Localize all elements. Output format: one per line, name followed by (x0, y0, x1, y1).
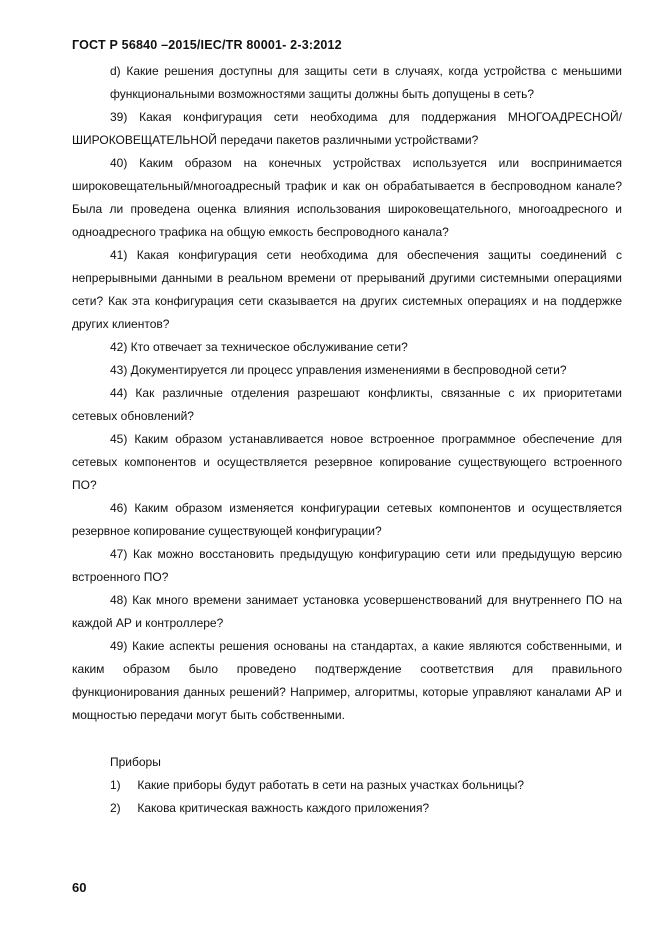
paragraph-42: 42) Кто отвечает за техническое обслуживание сети? (110, 340, 408, 354)
list-item-number: 2) (110, 801, 121, 815)
paragraph-46: 46) Каким образом изменяется конфигурации сетевых компонентов и осуществляется резервное копирование существующей конфигурации? (72, 501, 622, 538)
paragraph-44: 44) Как различные отделения разрешают конфликты, связанные с их приоритетами сетевых обновлений? (72, 386, 622, 423)
list-item (72, 774, 622, 797)
list-item (72, 797, 622, 820)
paragraph-d: d) Какие решения доступны для защиты сети в случаях, когда устройства с меньшими функциональными возможностями защиты должны быть допущены в сеть? (110, 64, 622, 101)
paragraph-43: 43) Документируется ли процесс управления изменениями в беспроводной сети? (110, 363, 567, 377)
section-gap (72, 727, 622, 751)
list-item-number: 1) (110, 778, 121, 792)
paragraph-49: 49) Какие аспекты решения основаны на стандартах, а какие являются собственными, и каким образом было проведено подтверждение соответствия для правильного функционирования данных решений? Например, алгоритмы, которые управляют каналами АР и мощностью передачи могут быть собственными. (72, 639, 622, 722)
section-title: Приборы (110, 755, 161, 769)
paragraph-45: 45) Каким образом устанавливается новое встроенное программное обеспечение для сетевых компонентов и осуществляется резервное копирование существующего встроенного ПО? (72, 432, 622, 492)
page-number: 60 (72, 880, 87, 895)
list-item-text: Какова критическая важность каждого приложения? (137, 801, 430, 815)
list-item-text: Какие приборы будут работать в сети на разных участках больницы? (137, 778, 524, 792)
document-body (72, 60, 622, 820)
paragraph-40: 40) Каким образом на конечных устройствах используется или воспринимается широковещательный/многоадресный трафик и как он обрабатывается в беспроводном канале? Была ли проведена оценка влияния использования широковещательного, многоадресного и одноадресного трафика на общую емкость беспроводного канала? (72, 156, 622, 239)
paragraph-47: 47) Как можно восстановить предыдущую конфигурацию сети или предыдущую версию встроенного ПО? (72, 547, 622, 584)
paragraph-48: 48) Как много времени занимает установка усовершенствований для внутреннего ПО на каждой АР и контроллере? (72, 593, 622, 630)
paragraph-41: 41) Какая конфигурация сети необходима для обеспечения защиты соединений с непрерывными данными в реальном времени от прерываний другими системными операциями сети? Как эта конфигурация сети сказывается на других системных операциях и на поддержке других клиентов? (72, 248, 622, 331)
document-header: ГОСТ Р 56840 –2015/IEC/TR 80001- 2-3:2012 (72, 38, 342, 52)
paragraph-39: 39) Какая конфигурация сети необходима для поддержания МНОГОАДРЕСНОЙ/ШИРОКОВЕЩАТЕЛЬНОЙ передачи пакетов различными устройствами? (72, 110, 622, 147)
